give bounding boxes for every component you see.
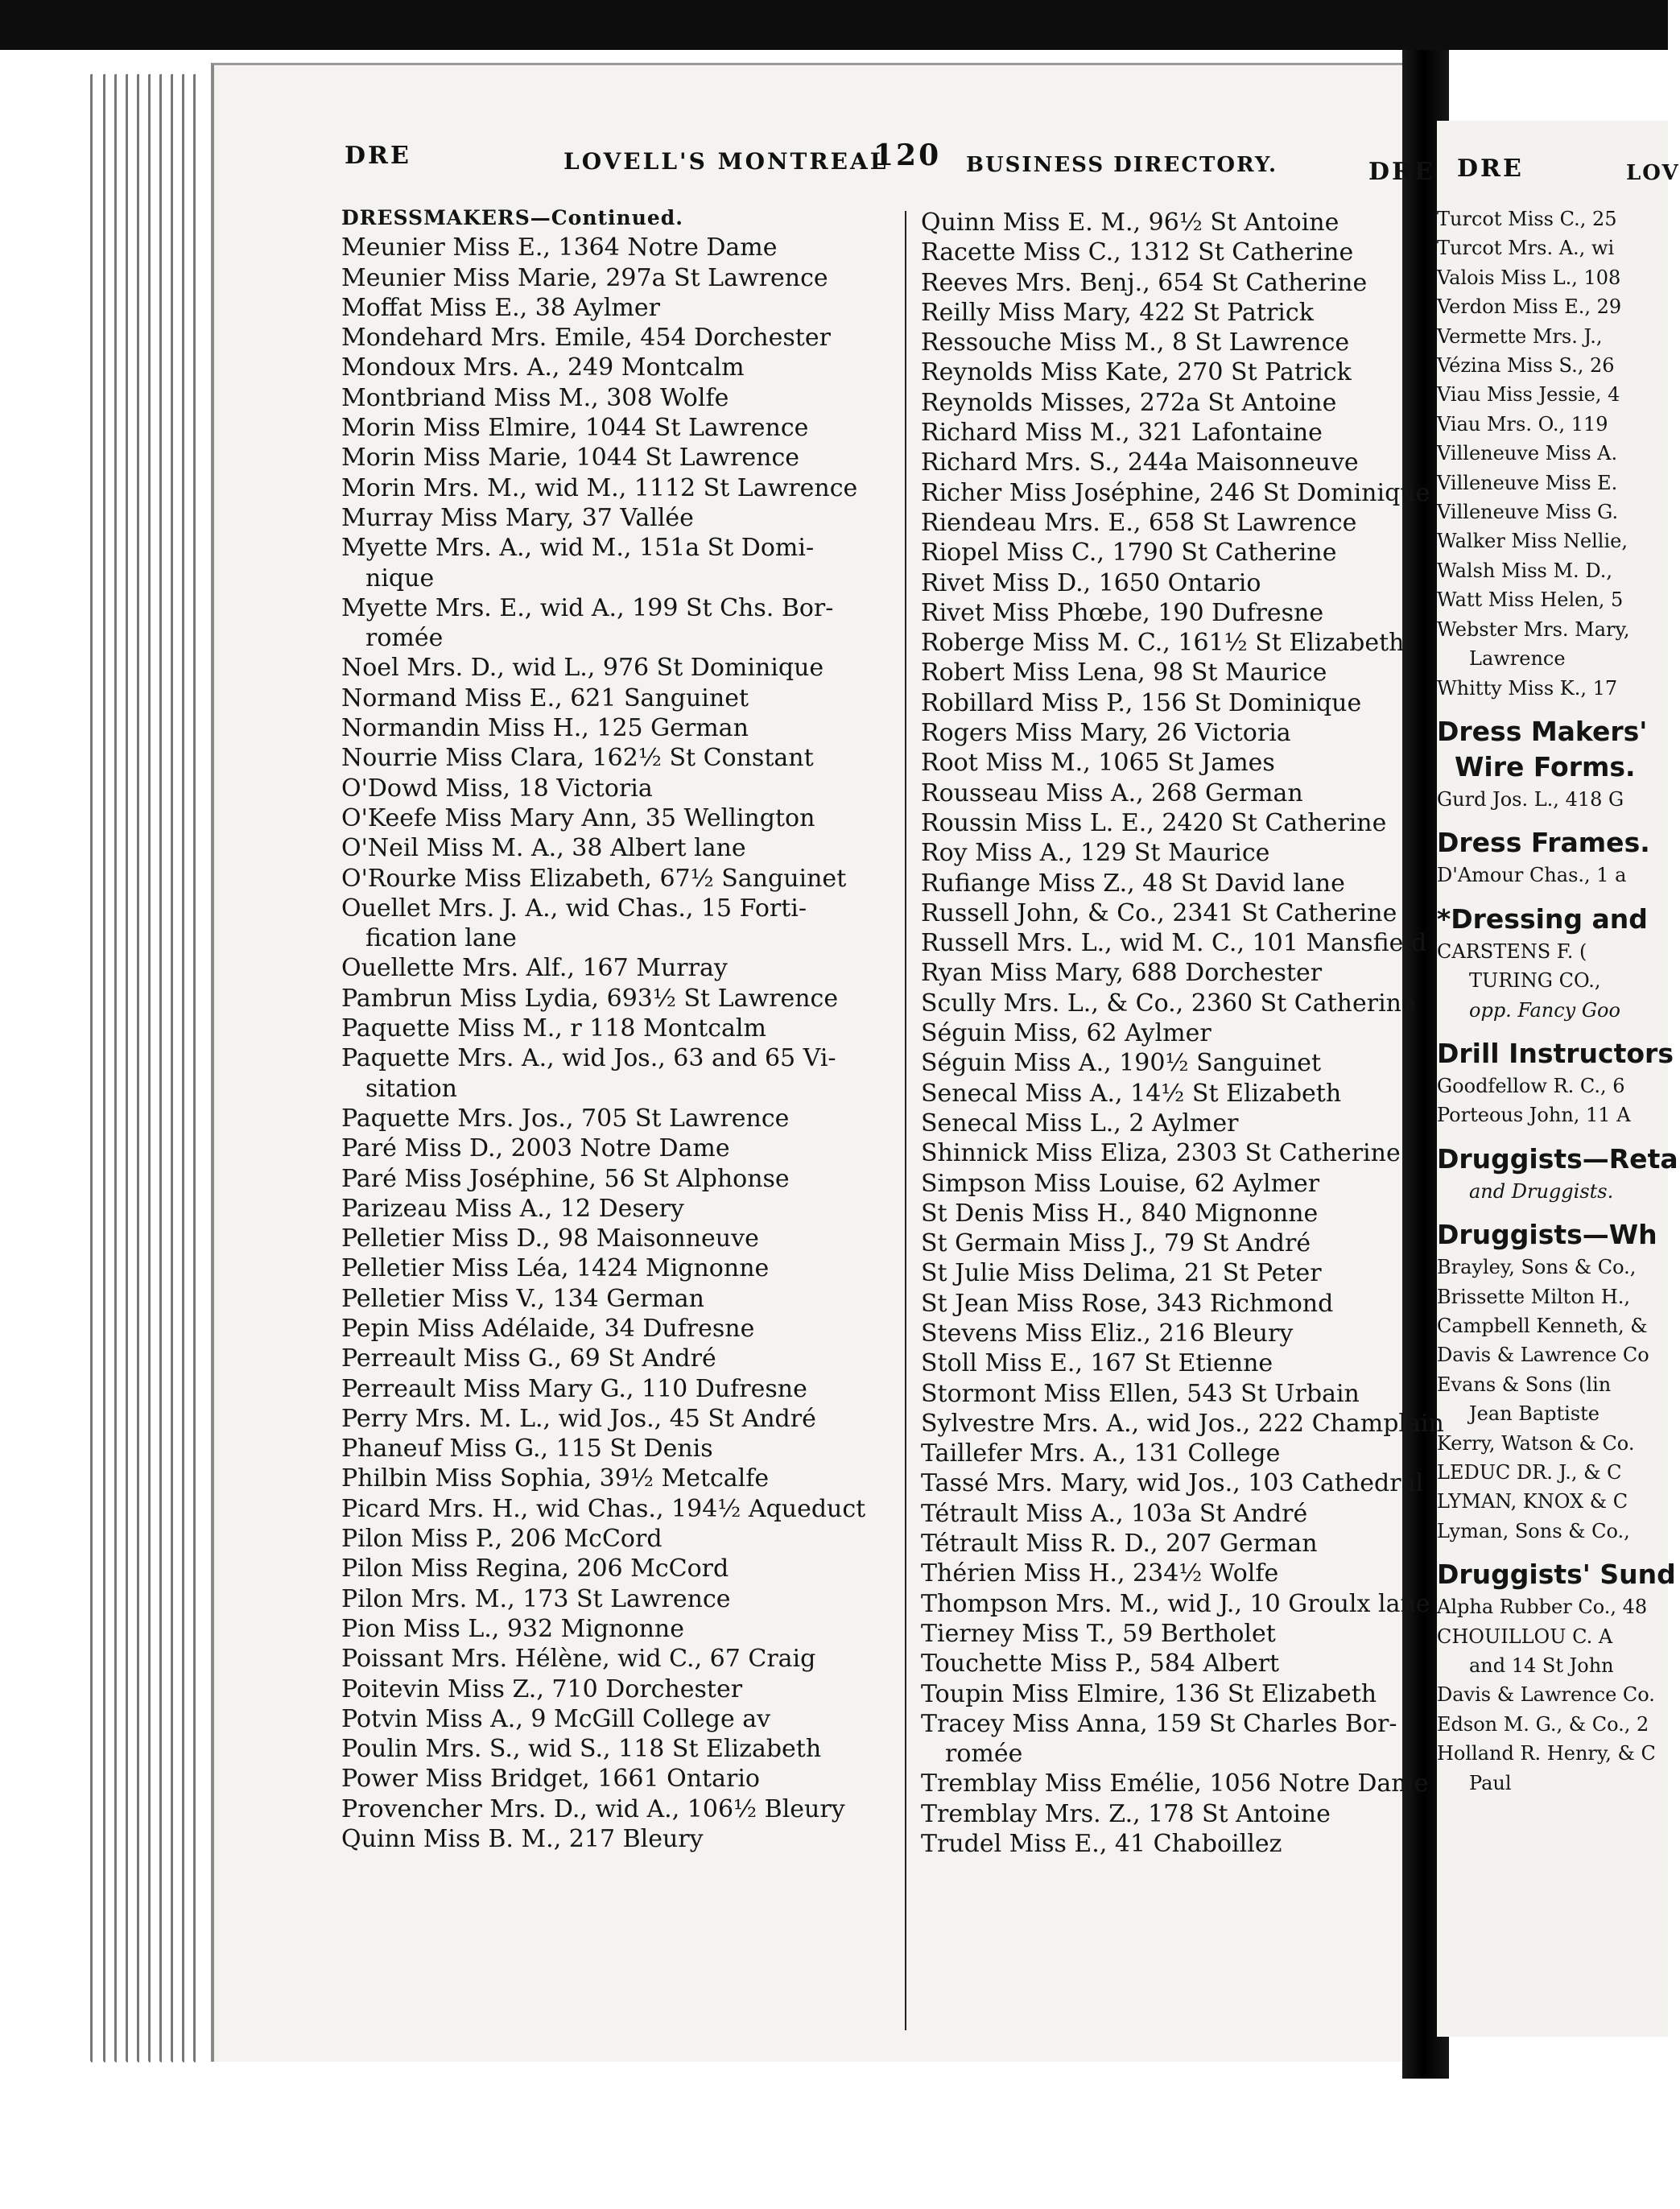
entry-text: Picard Mrs. H., wid Chas., 194½ Aqueduct	[341, 1494, 866, 1523]
directory-entry: Brissette Milton H.,	[1437, 1285, 1631, 1308]
entry-text: Richard Miss M., 321 Lafontaine	[921, 419, 1323, 448]
directory-entry: Alpha Rubber Co., 48	[1437, 1596, 1648, 1619]
directory-entry	[341, 1284, 889, 1314]
directory-entry	[921, 898, 1404, 928]
directory-entry	[341, 953, 889, 983]
entry-text: O'Neil Miss M. A., 38 Albert lane	[341, 834, 746, 863]
directory-entry	[921, 1559, 1404, 1588]
directory-entry	[921, 568, 1404, 598]
entry-continuation: nique	[365, 564, 435, 593]
entry-text: Murray Miss Mary, 37 Vallée	[341, 503, 694, 532]
directory-entry	[921, 748, 1404, 778]
entry-text: Simpson Miss Louise, 62 Aylmer	[921, 1169, 1320, 1198]
directory-entry	[341, 1494, 889, 1524]
entry-text: Paquette Miss M., r 118 Montcalm	[341, 1014, 766, 1043]
entry-text: Pepin Miss Adélaide, 34 Dufresne	[341, 1314, 755, 1343]
entry-text: Ryan Miss Mary, 688 Dorchester	[921, 959, 1323, 988]
directory-entry	[341, 1794, 889, 1824]
entry-text: Quinn Miss B. M., 217 Bleury	[341, 1825, 704, 1854]
entry-text: Myette Mrs. E., wid A., 199 St Chs. Bor-	[341, 593, 834, 622]
directory-entry: Watt Miss Helen, 5	[1437, 588, 1624, 612]
entry-text: Normand Miss E., 621 Sanguinet	[341, 683, 749, 712]
entry-continuation: Jean Baptiste	[1469, 1402, 1600, 1426]
directory-entry: Brayley, Sons & Co.,	[1437, 1256, 1637, 1279]
directory-entry: Viau Miss Jessie, 4	[1437, 383, 1620, 407]
directory-entry: Gurd Jos. L., 418 G	[1437, 787, 1624, 811]
directory-entry	[921, 478, 1430, 508]
running-head-title: LOVELL'S MONTREAL	[563, 148, 889, 175]
directory-entry	[921, 718, 1404, 748]
entry-continuation: romée	[365, 624, 444, 653]
entry-text: Reynolds Miss Kate, 270 St Patrick	[921, 358, 1352, 387]
directory-entry	[341, 803, 889, 833]
directory-entry: Goodfellow R. C., 6	[1437, 1074, 1625, 1097]
entry-text: Sylvestre Mrs. A., wid Jos., 222 Champlain	[921, 1409, 1444, 1438]
directory-entry: LEDUC DR. J., & C	[1437, 1461, 1622, 1484]
directory-entry	[341, 1314, 889, 1344]
directory-entry: CARSTENS F. (	[1437, 939, 1587, 963]
directory-entry	[341, 1104, 889, 1133]
directory-entry	[341, 473, 889, 503]
directory-entry	[921, 1348, 1404, 1378]
entry-text: Meunier Miss Marie, 297a St Lawrence	[341, 263, 828, 292]
category-heading: Dress Makers'	[1437, 715, 1648, 747]
entry-text: Phaneuf Miss G., 115 St Denis	[341, 1435, 713, 1464]
running-head-left-code: DRE	[345, 142, 411, 170]
entry-text: Tétrault Miss R. D., 207 German	[921, 1530, 1318, 1559]
entry-text: Trudel Miss E., 41 Chaboillez	[921, 1830, 1282, 1859]
entry-text: Thompson Mrs. M., wid J., 10 Groulx lane	[921, 1589, 1430, 1618]
directory-entry	[341, 383, 889, 413]
entry-text: Paquette Mrs. A., wid Jos., 63 and 65 Vi-	[341, 1044, 836, 1073]
directory-entry: Villeneuve Miss G.	[1437, 501, 1619, 524]
entry-text: Potvin Miss A., 9 McGill College av	[341, 1704, 771, 1733]
entry-text: Pambrun Miss Lydia, 693½ St Lawrence	[341, 984, 839, 1013]
entry-text: O'Rourke Miss Elizabeth, 67½ Sanguinet	[341, 864, 847, 893]
directory-entry	[921, 1769, 1429, 1798]
directory-entry	[341, 593, 889, 654]
directory-entry	[341, 774, 889, 803]
entry-text: Tassé Mrs. Mary, wid Jos., 103 Cathedral	[921, 1469, 1424, 1498]
directory-entry	[341, 1824, 889, 1854]
entry-text: Rousseau Miss A., 268 German	[921, 778, 1303, 807]
entry-text: Ouellette Mrs. Alf., 167 Murray	[341, 954, 728, 983]
directory-entry	[921, 658, 1404, 687]
entry-text: Root Miss M., 1065 St James	[921, 749, 1275, 778]
directory-entry: Porteous John, 11 A	[1437, 1104, 1631, 1127]
directory-entry	[921, 538, 1404, 568]
directory-entry	[921, 1468, 1424, 1498]
entry-text: Power Miss Bridget, 1661 Ontario	[341, 1765, 760, 1794]
entry-text: Philbin Miss Sophia, 39½ Metcalfe	[341, 1464, 770, 1493]
directory-entry	[341, 1434, 889, 1464]
directory-entry	[341, 864, 889, 894]
directory-entry	[921, 1589, 1430, 1619]
directory-entry: Davis & Lawrence Co	[1437, 1344, 1649, 1367]
entry-text: St Jean Miss Rose, 343 Richmond	[921, 1289, 1334, 1318]
entry-text: Paquette Mrs. Jos., 705 St Lawrence	[341, 1104, 790, 1133]
directory-entry	[921, 1379, 1404, 1409]
directory-entry: Turcot Miss C., 25	[1437, 208, 1617, 230]
directory-entry: Walker Miss Nellie,	[1437, 530, 1628, 553]
entry-text: Reynolds Misses, 272a St Antoine	[921, 388, 1337, 417]
directory-entry	[341, 533, 889, 593]
entry-note: opp. Fancy Goo	[1469, 998, 1620, 1022]
right-page-column	[1437, 204, 1678, 1798]
directory-entry: Lyman, Sons & Co.,	[1437, 1519, 1630, 1542]
book-page-edges	[0, 50, 211, 2062]
entry-text: Mondoux Mrs. A., 249 Montcalm	[341, 353, 745, 382]
entry-text: Roussin Miss L. E., 2420 St Catherine	[921, 808, 1387, 837]
directory-entry	[341, 293, 889, 323]
directory-entry	[341, 1674, 889, 1704]
directory-entry	[341, 1014, 889, 1043]
entry-text: Toupin Miss Elmire, 136 St Elizabeth	[921, 1679, 1377, 1708]
category-heading: Dress Frames.	[1437, 827, 1650, 859]
directory-entry	[341, 1704, 889, 1734]
entry-text: Ouellet Mrs. J. A., wid Chas., 15 Forti-	[341, 894, 807, 923]
directory-entry	[921, 1169, 1404, 1199]
entry-text: Myette Mrs. A., wid M., 151a St Domi-	[341, 534, 815, 563]
entry-text: Pelletier Miss D., 98 Maisonneuve	[341, 1224, 759, 1253]
entry-text: Pilon Mrs. M., 173 St Lawrence	[341, 1584, 731, 1613]
directory-entry	[921, 1258, 1404, 1288]
directory-entry	[341, 713, 889, 743]
directory-entry: CHOUILLOU C. A	[1437, 1625, 1613, 1648]
directory-entry	[921, 1109, 1404, 1138]
entry-text: Touchette Miss P., 584 Albert	[921, 1650, 1280, 1678]
entry-text: Thérien Miss H., 234½ Wolfe	[921, 1559, 1279, 1588]
directory-entry	[341, 1164, 889, 1194]
entry-text: Perreault Miss G., 69 St André	[341, 1344, 716, 1373]
entry-text: Russell Mrs. L., wid M. C., 101 Mansfield	[921, 929, 1427, 958]
directory-entry	[341, 1644, 889, 1674]
directory-entry	[341, 1374, 889, 1404]
entry-text: Stoll Miss E., 167 St Etienne	[921, 1349, 1273, 1378]
category-heading: *Dressing and	[1437, 902, 1648, 935]
column-rule	[905, 211, 906, 2030]
entry-text: Séguin Miss, 62 Aylmer	[921, 1019, 1211, 1048]
directory-entry	[921, 357, 1404, 387]
directory-entry	[341, 653, 889, 683]
entry-text: Russell John, & Co., 2341 St Catherine	[921, 898, 1397, 927]
directory-entry	[921, 1409, 1444, 1439]
directory-entry	[921, 1199, 1404, 1228]
page-number: 120	[873, 138, 942, 172]
entry-text: Séguin Miss A., 190½ Sanguinet	[921, 1049, 1322, 1078]
directory-entry	[921, 448, 1404, 477]
directory-entry	[921, 1709, 1404, 1769]
directory-entry: Vézina Miss S., 26	[1437, 354, 1615, 378]
directory-entry	[921, 1079, 1404, 1109]
directory-entry	[341, 323, 889, 353]
directory-entry	[921, 298, 1404, 328]
entry-text: Rufiange Miss Z., 48 St David lane	[921, 869, 1345, 898]
directory-entry	[921, 1619, 1404, 1649]
entry-continuation: romée	[945, 1740, 1023, 1769]
directory-entry	[341, 413, 889, 443]
entry-text: Poissant Mrs. Hélène, wid C., 67 Craig	[341, 1645, 816, 1674]
entry-continuation: fication lane	[365, 924, 517, 953]
entry-text: Parizeau Miss A., 12 Desery	[341, 1194, 684, 1223]
directory-entry	[341, 1614, 889, 1644]
directory-entry	[341, 1133, 889, 1163]
directory-entry: Vermette Mrs. J.,	[1437, 324, 1603, 348]
entry-text: Tétrault Miss A., 103a St André	[921, 1499, 1308, 1528]
right-page-head-code: DRE	[1457, 155, 1524, 183]
entry-text: St Denis Miss H., 840 Mignonne	[921, 1199, 1319, 1228]
entry-text: Shinnick Miss Eliza, 2303 St Catherine	[921, 1139, 1401, 1168]
directory-entry	[341, 233, 889, 262]
directory-entry: Villeneuve Miss A.	[1437, 442, 1618, 465]
directory-entry	[921, 628, 1404, 658]
directory-entry	[921, 1499, 1404, 1529]
directory-entry	[921, 268, 1404, 298]
entry-text: Scully Mrs. L., & Co., 2360 St Catherine	[921, 989, 1416, 1018]
directory-column-left	[341, 203, 889, 1854]
directory-entry: Turcot Mrs. A., wi	[1437, 237, 1615, 260]
directory-entry: Webster Mrs. Mary,	[1437, 617, 1630, 641]
directory-entry	[341, 1554, 889, 1583]
entry-text: Poitevin Miss Z., 710 Dorchester	[341, 1674, 743, 1703]
directory-entry	[341, 833, 889, 863]
directory-entry: D'Amour Chas., 1 a	[1437, 864, 1627, 887]
directory-entry	[921, 508, 1404, 538]
entry-text: Noel Mrs. D., wid L., 976 St Dominique	[341, 654, 824, 683]
directory-entry: LYMAN, KNOX & C	[1437, 1490, 1628, 1513]
directory-entry: Holland R. Henry, & C	[1437, 1742, 1656, 1765]
directory-entry	[341, 1464, 889, 1493]
directory-entry: Walsh Miss M. D.,	[1437, 559, 1612, 582]
directory-entry: Viau Mrs. O., 119	[1437, 412, 1608, 436]
directory-entry: Whitty Miss K., 17	[1437, 676, 1618, 700]
entry-text: Senecal Miss L., 2 Aylmer	[921, 1109, 1239, 1138]
entry-text: Morin Miss Marie, 1044 St Lawrence	[341, 444, 800, 473]
directory-entry	[921, 688, 1404, 718]
directory-column-right	[921, 208, 1444, 1859]
directory-entry	[341, 1584, 889, 1614]
entry-text: Pilon Miss Regina, 206 McCord	[341, 1555, 729, 1583]
directory-entry	[341, 1734, 889, 1764]
entry-text: Reeves Mrs. Benj., 654 St Catherine	[921, 268, 1368, 297]
directory-entry: Davis & Lawrence Co.	[1437, 1683, 1655, 1707]
directory-entry: Campbell Kenneth, &	[1437, 1314, 1648, 1337]
directory-entry	[341, 894, 889, 954]
directory-entry: Edson M. G., & Co., 2	[1437, 1712, 1649, 1736]
directory-entry	[921, 1319, 1404, 1348]
directory-entry	[341, 984, 889, 1014]
entry-text: Robillard Miss P., 156 St Dominique	[921, 688, 1362, 717]
entry-text: Stormont Miss Ellen, 543 St Urbain	[921, 1379, 1360, 1408]
entry-text: Riopel Miss C., 1790 St Catherine	[921, 539, 1337, 568]
directory-entry: Evans & Sons (lin	[1437, 1373, 1612, 1396]
directory-entry	[341, 1344, 889, 1373]
directory-entry	[921, 928, 1427, 958]
directory-entry	[341, 743, 889, 773]
entry-text: St Germain Miss J., 79 St André	[921, 1229, 1311, 1258]
entry-text: Poulin Mrs. S., wid S., 118 St Elizabeth	[341, 1735, 822, 1764]
directory-entry	[341, 1524, 889, 1554]
entry-text: Riendeau Mrs. E., 658 St Lawrence	[921, 508, 1357, 537]
entry-text: Pion Miss L., 932 Mignonne	[341, 1614, 684, 1643]
entry-text: Moffat Miss E., 38 Aylmer	[341, 293, 660, 322]
entry-text: Provencher Mrs. D., wid A., 106½ Bleury	[341, 1794, 845, 1823]
category-heading: Druggists—Wh	[1437, 1219, 1657, 1251]
directory-entry	[921, 237, 1404, 267]
entry-text: Reilly Miss Mary, 422 St Patrick	[921, 298, 1314, 327]
section-heading: DRESSMAKERS—Continued.	[341, 206, 683, 229]
directory-entry	[921, 208, 1404, 237]
entry-text: St Julie Miss Delima, 21 St Peter	[921, 1259, 1322, 1288]
entry-text: Pilon Miss P., 206 McCord	[341, 1525, 663, 1554]
directory-entry	[341, 1404, 889, 1434]
directory-entry	[341, 443, 889, 473]
entry-continuation: sitation	[365, 1074, 457, 1103]
entry-text: Richard Mrs. S., 244a Maisonneuve	[921, 448, 1359, 477]
entry-text: Mondehard Mrs. Emile, 454 Dorchester	[341, 324, 831, 353]
entry-text: Rivet Miss D., 1650 Ontario	[921, 568, 1261, 597]
directory-entry	[921, 1048, 1404, 1078]
entry-text: Meunier Miss E., 1364 Notre Dame	[341, 233, 778, 262]
entry-text: Pelletier Miss V., 134 German	[341, 1284, 704, 1313]
directory-entry	[341, 353, 889, 382]
entry-text: Rivet Miss Phœbe, 190 Dufresne	[921, 598, 1324, 627]
entry-text: Tierney Miss T., 59 Bertholet	[921, 1619, 1276, 1648]
entry-text: Richer Miss Joséphine, 246 St Dominique	[921, 478, 1430, 507]
directory-entry	[341, 1194, 889, 1224]
running-head-subtitle: BUSINESS DIRECTORY.	[966, 153, 1278, 177]
entry-text: Quinn Miss E. M., 96½ St Antoine	[921, 209, 1339, 237]
directory-entry	[921, 388, 1404, 418]
entry-text: Pelletier Miss Léa, 1424 Mignonne	[341, 1254, 770, 1283]
directory-entry: Verdon Miss E., 29	[1437, 295, 1622, 319]
directory-entry	[341, 1043, 889, 1104]
entry-text: Racette Miss C., 1312 St Catherine	[921, 238, 1354, 267]
directory-entry	[341, 1224, 889, 1253]
entry-text: Tremblay Miss Emélie, 1056 Notre Dame	[921, 1769, 1429, 1798]
directory-entry	[921, 1679, 1404, 1709]
entry-text: Roberge Miss M. C., 161½ St Elizabeth	[921, 629, 1405, 658]
directory-entry	[921, 1018, 1404, 1048]
directory-entry	[341, 1764, 889, 1794]
directory-entry: Villeneuve Miss E.	[1437, 471, 1618, 494]
entry-text: Paré Miss D., 2003 Notre Dame	[341, 1134, 730, 1163]
entry-text: Taillefer Mrs. A., 131 College	[921, 1439, 1281, 1468]
scan-top-band	[0, 0, 1668, 50]
entry-text: Tracey Miss Anna, 159 St Charles Bor-	[921, 1709, 1397, 1738]
entry-text: Normandin Miss H., 125 German	[341, 714, 749, 743]
directory-entry	[921, 1439, 1404, 1468]
directory-entry	[921, 1289, 1404, 1319]
category-heading: Drill Instructors	[1437, 1037, 1674, 1069]
entry-text: Ressouche Miss M., 8 St Lawrence	[921, 328, 1350, 357]
category-heading: Druggists' Sund	[1437, 1559, 1676, 1591]
entry-text: Perreault Miss Mary G., 110 Dufresne	[341, 1374, 807, 1403]
entry-text: Nourrie Miss Clara, 162½ St Constant	[341, 744, 814, 773]
directory-entry	[921, 808, 1404, 838]
entry-continuation: Lawrence	[1469, 647, 1566, 671]
directory-entry	[921, 989, 1416, 1018]
entry-text: Robert Miss Lena, 98 St Maurice	[921, 659, 1327, 687]
category-heading: Wire Forms.	[1455, 750, 1636, 782]
directory-entry	[921, 1829, 1404, 1859]
running-head-right-code: DRE	[1368, 158, 1435, 186]
directory-entry	[921, 328, 1404, 357]
directory-entry	[921, 1799, 1404, 1829]
entry-text: Perry Mrs. M. L., wid Jos., 45 St André	[341, 1404, 816, 1433]
category-heading: Druggists—Reta	[1437, 1142, 1678, 1175]
directory-entry	[921, 1228, 1404, 1258]
entry-text: Stevens Miss Eliz., 216 Bleury	[921, 1319, 1294, 1348]
entry-text: Morin Mrs. M., wid M., 1112 St Lawrence	[341, 473, 858, 502]
entry-text: Rogers Miss Mary, 26 Victoria	[921, 719, 1291, 748]
directory-entry	[341, 263, 889, 293]
directory-entry	[341, 503, 889, 533]
directory-entry	[341, 683, 889, 713]
entry-text: Roy Miss A., 129 St Maurice	[921, 839, 1270, 868]
entry-text: O'Dowd Miss, 18 Victoria	[341, 774, 653, 803]
directory-entry	[921, 778, 1404, 808]
entry-text: O'Keefe Miss Mary Ann, 35 Wellington	[341, 803, 815, 832]
entry-note: and Druggists.	[1469, 1179, 1614, 1203]
directory-entry	[921, 958, 1404, 988]
entry-text: Montbriand Miss M., 308 Wolfe	[341, 383, 729, 412]
directory-entry	[921, 1529, 1404, 1559]
entry-text: Senecal Miss A., 14½ St Elizabeth	[921, 1079, 1342, 1108]
directory-entry: Kerry, Watson & Co.	[1437, 1431, 1635, 1455]
directory-entry	[921, 1138, 1404, 1168]
entry-continuation: TURING CO.,	[1469, 969, 1601, 993]
directory-entry	[341, 1253, 889, 1283]
directory-entry	[921, 418, 1404, 448]
entry-continuation: Paul	[1469, 1771, 1512, 1794]
right-page-head-title: LOV	[1626, 161, 1680, 185]
directory-entry	[921, 838, 1404, 868]
entry-text: Paré Miss Joséphine, 56 St Alphonse	[341, 1164, 790, 1193]
directory-entry	[921, 598, 1404, 628]
entry-text: Morin Miss Elmire, 1044 St Lawrence	[341, 414, 809, 443]
directory-entry	[921, 869, 1404, 898]
directory-entry	[921, 1649, 1404, 1678]
directory-entry: Valois Miss L., 108	[1437, 266, 1621, 289]
entry-continuation: and 14 St John	[1469, 1654, 1614, 1678]
entry-text: Tremblay Mrs. Z., 178 St Antoine	[921, 1799, 1331, 1828]
